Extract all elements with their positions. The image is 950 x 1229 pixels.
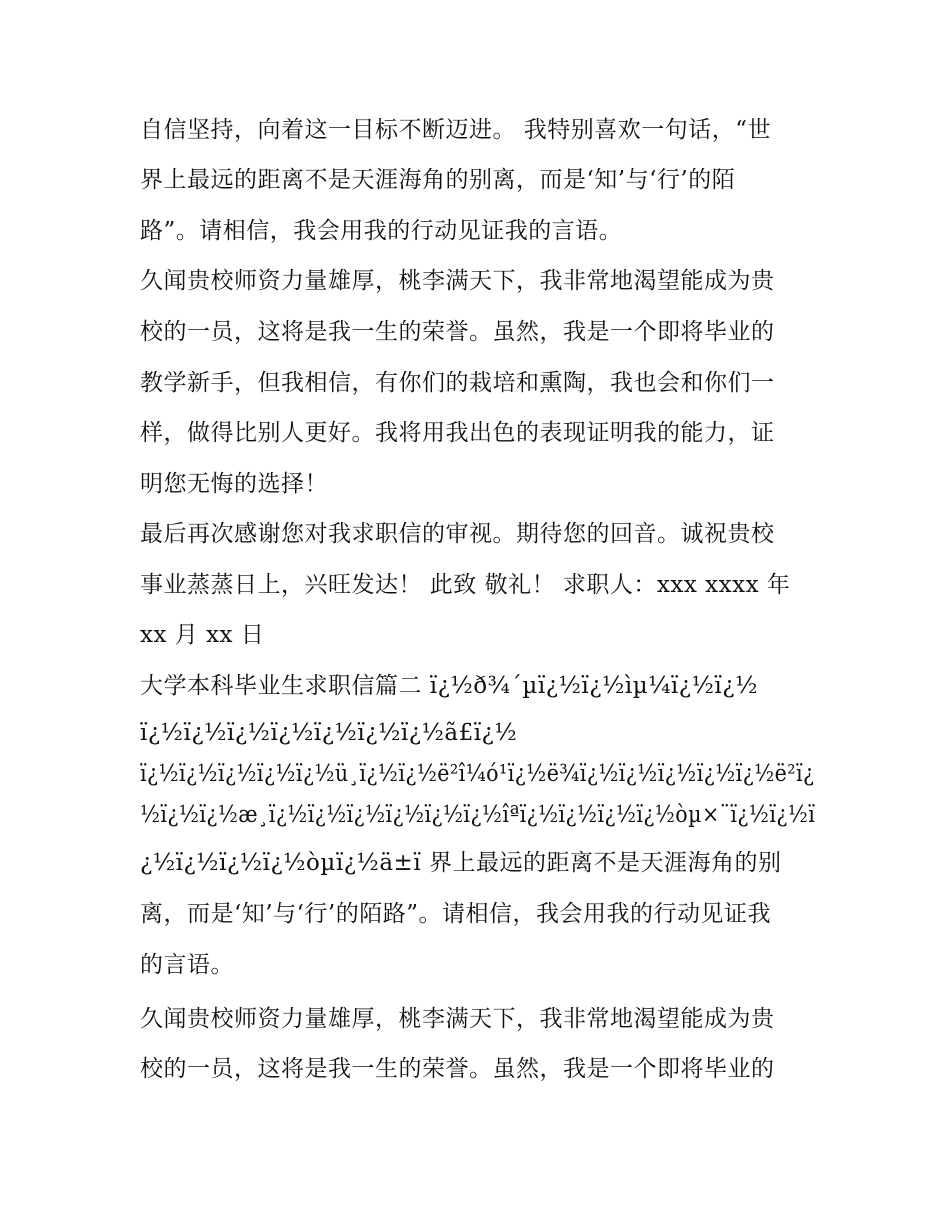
text-line-3: 路”。请相信，我会用我的行动见证我的言语。 [140, 218, 623, 244]
text-line-13: ï¿½ï¿½ï¿½ï¿½ï¿½ï¿½ï¿½ã£ï¿½ [140, 720, 518, 746]
text-line-6: 教学新手，但我相信，有你们的栽培和熏陶，我也会和你们一 [140, 370, 775, 396]
text-line-18: 的言语。 [140, 952, 234, 978]
text-line-1: 自信坚持，向着这一目标不断迈进。 我特别喜欢一句话，“世 [140, 117, 772, 143]
text-line-20: 校的一员，这将是我一生的荣誉。虽然，我是一个即将毕业的 [140, 1056, 775, 1082]
text-line-11: xx 月 xx 日 [140, 622, 265, 648]
text-line-4: 久闻贵校师资力量雄厚，桃李满天下，我非常地渴望能成为贵 [140, 268, 775, 294]
text-line-17: 离，而是‘知’与‘行’的陌路”。请相信，我会用我的行动见证我 [140, 901, 772, 927]
text-line-10: 事业蒸蒸日上，兴旺发达！ 此致 敬礼！ 求职人：xxx xxxx 年 [140, 572, 791, 598]
text-line-12: 大学本科毕业生求职信篇二 ï¿½ð¾´µï¿½ï¿½ìµ¼ï¿½ï¿½ [140, 673, 758, 699]
text-line-5: 校的一员，这将是我一生的荣誉。虽然，我是一个即将毕业的 [140, 319, 775, 345]
text-line-15: ½ï¿½ï¿½æ¸ï¿½ï¿½ï¿½ï¿½ï¿½ï¿½îªï¿½ï¿½ï¿½ï¿½òµ×¨ï¿½ï¿½ï [140, 802, 816, 828]
text-line-14: ï¿½ï¿½ï¿½ï¿½ï¿½ü¸ï¿½ï¿½ë²î¼ó¹ï¿½ë¾ï¿½ï¿½ï¿½ï¿½ï¿½ë²ï¿ [140, 761, 815, 787]
text-line-16: ¿½ï¿½ï¿½ï¿½òµï¿½ä±ï 界上最远的距离不是天涯海角的别 [140, 850, 782, 876]
text-line-8: 明您无悔的选择！ [140, 471, 328, 497]
text-line-7: 样，做得比别人更好。我将用我出色的表现证明我的能力，证 [140, 420, 775, 446]
text-line-19: 久闻贵校师资力量雄厚，桃李满天下，我非常地渴望能成为贵 [140, 1006, 775, 1032]
text-line-2: 界上最远的距离不是天涯海角的别离，而是‘知’与‘行’的陌 [140, 167, 736, 193]
text-line-9: 最后再次感谢您对我求职信的审视。期待您的回音。诚祝贵校 [140, 521, 775, 547]
